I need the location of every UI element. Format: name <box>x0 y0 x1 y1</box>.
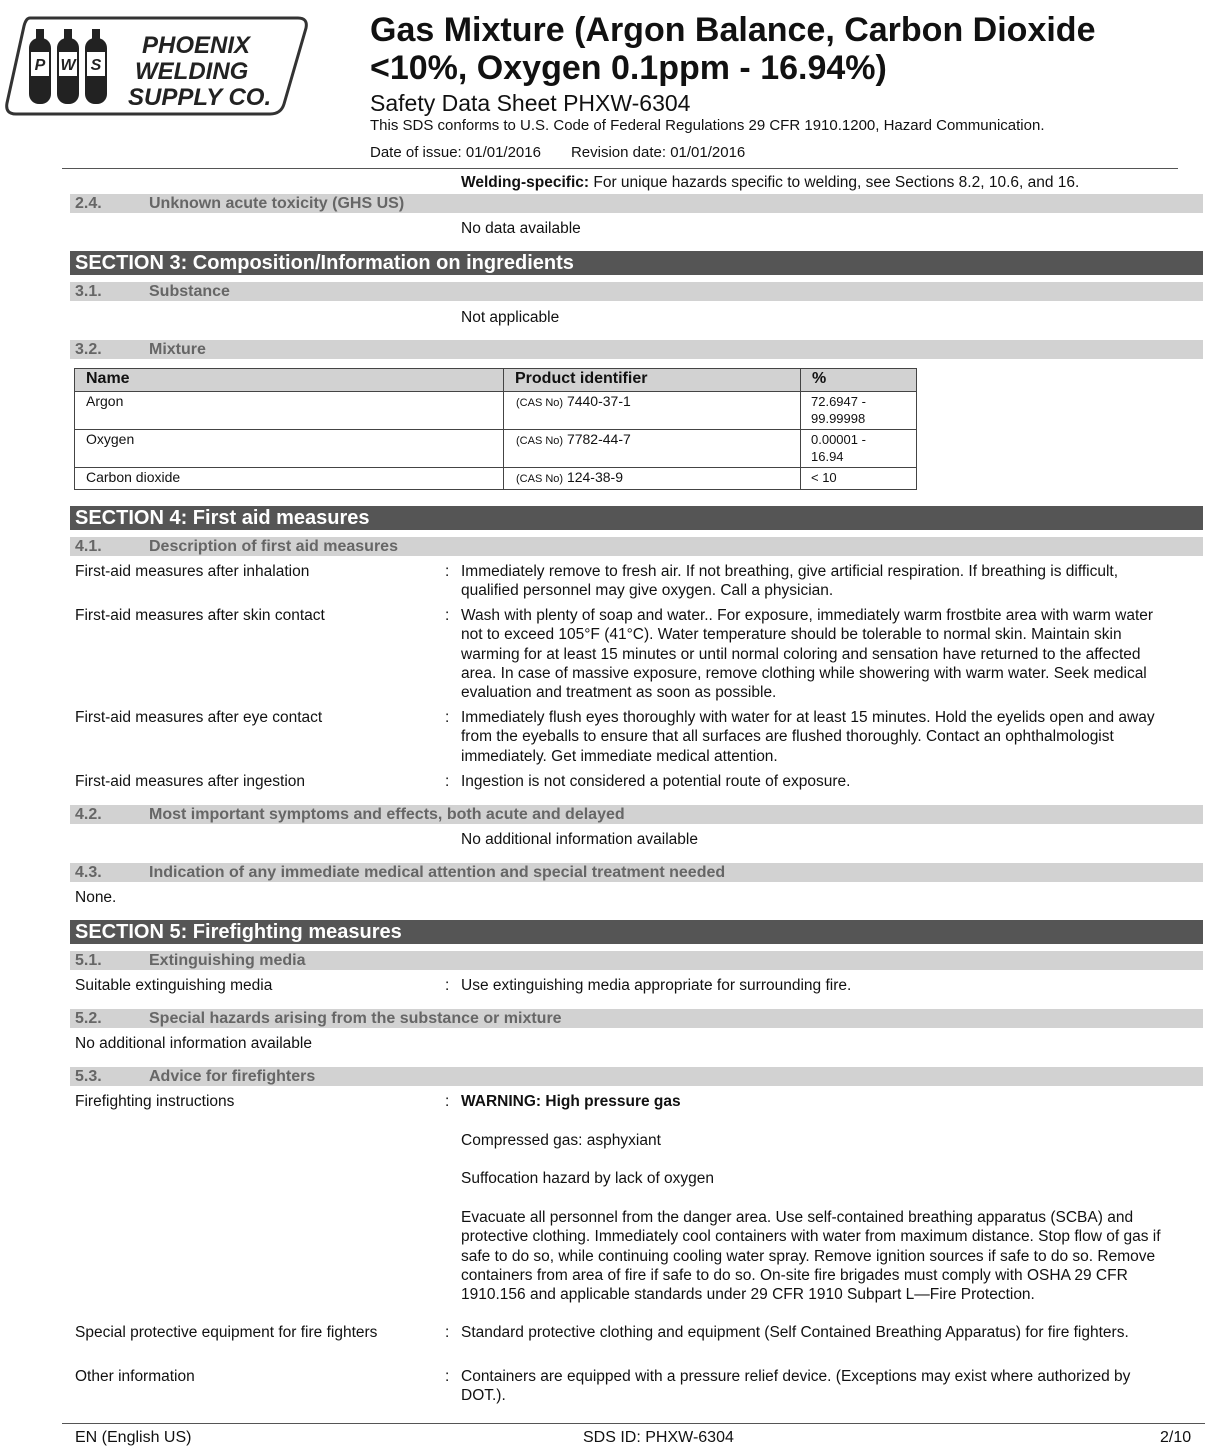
logo-letter-w: W <box>60 57 76 74</box>
warning-text: WARNING: High pressure gas <box>461 1093 681 1110</box>
subsection-title: Unknown acute toxicity (GHS US) <box>149 195 405 212</box>
percent-low: 72.6947 - <box>811 394 866 409</box>
subsection-5-2 <box>70 1009 1203 1028</box>
subsection-title: Description of first aid measures <box>149 538 398 555</box>
skin-contact-value: Wash with plenty of soap and water.. For exposure, immediately warm frostbite area with warm water not to exceed 105°F (41°C). Water temperature should be tolerable to normal skin. Maintain skin warming for at least 15 minutes or until normal coloring and sensation have returned to the affected area. In case of massive exposure, remove clothing while showering with warm water. Seek medical evaluation and treatment as soon as possible. <box>461 607 1154 702</box>
column-header-product-identifier: Product identifier <box>504 369 801 392</box>
welding-note-text: For unique hazards specific to welding, see Sections 8.2, 10.6, and 16. <box>589 174 1080 191</box>
cas-number: 124-38-9 <box>566 469 623 485</box>
subsection-title: Extinguishing media <box>149 952 306 969</box>
title-line-2: <10%, Oxygen 0.1ppm - 16.94%) <box>370 49 887 87</box>
footer-language: EN (English US) <box>75 1429 192 1446</box>
subsection-number: 4.1. <box>75 538 102 555</box>
title-line-1: Gas Mixture (Argon Balance, Carbon Dioxide <box>370 11 1096 49</box>
firefighting-evacuation: Evacuate all personnel from the danger area. Use self-contained breathing apparatus (SCBA) and protective clothing. Immediately cool containers with water from maximum distance. Stop flow of gas if safe to do so, while continuing cooling water spray. Remove ignition sources if safe to do so. Remove containers from area of fire if safe to do so. On-site fire brigades must comply with OSHA 29 CFR 1910.156 and applicable standards under 29 CFR 1910 Subpart L—Fire Protection. <box>461 1209 1161 1304</box>
skin-contact-label: First-aid measures after skin contact <box>75 607 325 624</box>
table-header-row <box>75 369 917 392</box>
subsection-title: Mixture <box>149 341 206 358</box>
subsection-title: Special hazards arising from the substance or mixture <box>149 1010 562 1027</box>
inhalation-value: Immediately remove to fresh air. If not breathing, give artificial respiration. If breathing is difficult, qualified personnel may give oxygen. Call a physician. <box>461 563 1119 600</box>
firefighting-asphyxiant: Compressed gas: asphyxiant <box>461 1132 661 1149</box>
logo-name-line1: PHOENIX <box>142 32 251 59</box>
subsection-title: Substance <box>149 283 230 300</box>
percent-range <box>801 468 917 490</box>
welding-note-label: Welding-specific: <box>461 174 590 191</box>
footer-sds-id: SDS ID: PHXW-6304 <box>583 1429 734 1446</box>
subsection-number: 3.1. <box>75 283 102 300</box>
eye-contact-value: Immediately flush eyes thoroughly with water for at least 15 minutes. Hold the eyelids open and away from the eyeballs to ensure that all surfaces are flushed thoroughly. Contact an ophthalmologist immediately. Get immediate medical attention. <box>461 709 1155 765</box>
percent-range <box>801 430 917 468</box>
colon-separator: : <box>445 1324 450 1341</box>
subsection-title: Advice for firefighters <box>149 1068 316 1085</box>
mixture-table <box>74 368 917 490</box>
subsection-5-3 <box>70 1067 1203 1086</box>
date-of-issue: Date of issue: 01/01/2016 <box>370 144 541 161</box>
subsection-4-1 <box>70 537 1203 556</box>
firefighting-instructions-label: Firefighting instructions <box>75 1093 235 1110</box>
other-information-label: Other information <box>75 1368 195 1385</box>
product-identifier <box>504 468 801 490</box>
ingestion-value: Ingestion is not considered a potential route of exposure. <box>461 773 851 790</box>
ingredient-name: Argon <box>75 392 504 430</box>
cas-prefix: (CAS No) <box>516 435 564 447</box>
colon-separator: : <box>445 773 450 790</box>
subsection-4-3 <box>70 863 1203 882</box>
table-row <box>75 468 917 490</box>
protective-equipment-label: Special protective equipment for fire fighters <box>75 1324 378 1341</box>
percent-low: 0.00001 - <box>811 432 866 447</box>
company-logo <box>2 12 310 120</box>
symptoms-value: No additional information available <box>461 831 698 848</box>
section-4-header: SECTION 4: First aid measures <box>70 506 1203 530</box>
subsection-number: 5.2. <box>75 1010 102 1027</box>
colon-separator: : <box>445 1093 450 1110</box>
colon-separator: : <box>445 709 450 726</box>
subsection-number: 5.3. <box>75 1068 102 1085</box>
ingredient-name: Carbon dioxide <box>75 468 504 490</box>
colon-separator: : <box>445 607 450 624</box>
percent-low: < 10 <box>811 470 837 485</box>
subsection-4-2 <box>70 805 1203 824</box>
percent-range <box>801 392 917 430</box>
special-hazards-value: No additional information available <box>75 1035 312 1052</box>
column-header-percent: % <box>801 369 917 392</box>
colon-separator: : <box>445 563 450 580</box>
revision-date: Revision date: 01/01/2016 <box>570 144 746 161</box>
logo-letter-p: P <box>34 57 46 74</box>
document-title <box>370 11 1095 87</box>
product-identifier <box>504 392 801 430</box>
logo-name-line3: SUPPLY CO. <box>128 84 272 111</box>
column-header-name: Name <box>75 369 504 392</box>
cas-prefix: (CAS No) <box>516 473 564 485</box>
extinguishing-media-label: Suitable extinguishing media <box>75 977 273 994</box>
header-divider <box>62 168 1178 169</box>
document-dates <box>370 143 745 162</box>
table-row <box>75 430 917 468</box>
section-5-header: SECTION 5: Firefighting measures <box>70 920 1203 944</box>
percent-high: 99.99998 <box>811 411 866 426</box>
inhalation-label: First-aid measures after inhalation <box>75 563 310 580</box>
footer-page-number: 2/10 <box>1160 1429 1192 1446</box>
subsection-number: 5.1. <box>75 952 102 969</box>
cas-number: 7440-37-1 <box>566 393 631 409</box>
subsection-5-1 <box>70 951 1203 970</box>
protective-equipment-value: Standard protective clothing and equipment (Self Contained Breathing Apparatus) for fire fighters. <box>461 1324 1129 1341</box>
product-identifier <box>504 430 801 468</box>
subsection-3-2 <box>70 340 1203 359</box>
substance-value: Not applicable <box>461 309 560 326</box>
medical-attention-value: None. <box>75 889 117 906</box>
colon-separator: : <box>445 1368 450 1385</box>
subsection-title: Indication of any immediate medical attention and special treatment needed <box>149 864 726 881</box>
subsection-number: 4.2. <box>75 806 102 823</box>
table-row <box>75 392 917 430</box>
conformance-statement: This SDS conforms to U.S. Code of Federal Regulations 29 CFR 1910.1200, Hazard Communication. <box>370 117 1045 134</box>
section-3-header: SECTION 3: Composition/Information on ingredients <box>70 251 1203 275</box>
firefighting-suffocation: Suffocation hazard by lack of oxygen <box>461 1170 715 1187</box>
subsection-3-1 <box>70 282 1203 301</box>
document-subtitle: Safety Data Sheet PHXW-6304 <box>370 90 691 116</box>
eye-contact-label: First-aid measures after eye contact <box>75 709 323 726</box>
extinguishing-media-value: Use extinguishing media appropriate for surrounding fire. <box>461 977 852 994</box>
welding-note <box>461 173 1176 192</box>
subsection-title: Most important symptoms and effects, both acute and delayed <box>149 806 625 823</box>
subsection-2-4 <box>70 194 1203 213</box>
cas-prefix: (CAS No) <box>516 397 564 409</box>
logo-name-line2: WELDING <box>135 58 249 85</box>
cas-number: 7782-44-7 <box>566 431 631 447</box>
colon-separator: : <box>445 977 450 994</box>
acute-toxicity-value: No data available <box>461 220 581 237</box>
ingestion-label: First-aid measures after ingestion <box>75 773 306 790</box>
footer-divider <box>62 1423 1205 1424</box>
other-information-value: Containers are equipped with a pressure relief device. (Exceptions may exist where authorized by DOT.). <box>461 1368 1131 1405</box>
subsection-number: 4.3. <box>75 864 102 881</box>
ingredient-name: Oxygen <box>75 430 504 468</box>
logo-letter-s: S <box>90 57 102 74</box>
subsection-number: 2.4. <box>75 195 102 212</box>
subsection-number: 3.2. <box>75 341 102 358</box>
percent-high: 16.94 <box>811 449 844 464</box>
firefighting-warning <box>461 1092 1176 1111</box>
